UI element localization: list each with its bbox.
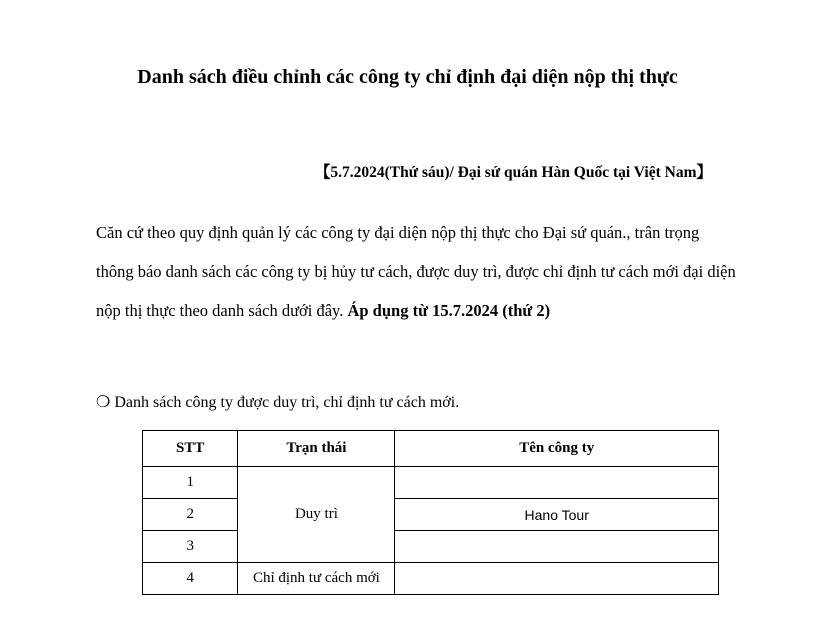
cell-status: Duy trì — [238, 467, 395, 563]
intro-paragraph — [96, 213, 736, 330]
document-title: Danh sách điều chỉnh các công ty chỉ định đại diện nộp thị thực — [137, 66, 678, 88]
cell-stt: 2 — [143, 499, 238, 531]
table-row — [143, 531, 719, 563]
dateline: 【5.7.2024(Thứ sáu)/ Đại sứ quán Hàn Quốc tại Việt Nam】 — [314, 164, 712, 181]
header-stt: STT — [143, 431, 238, 467]
header-company: Tên công ty — [395, 431, 719, 467]
table-row — [143, 499, 719, 531]
table-header-row — [143, 431, 719, 467]
cell-status: Chỉ định tư cách mới — [238, 563, 395, 595]
cell-stt: 3 — [143, 531, 238, 563]
header-status: Trạn thái — [238, 431, 395, 467]
intro-paragraph-text: Căn cứ theo quy định quản lý các công ty đại diện nộp thị thực cho Đại sứ quán., trân trọng thông báo danh sách các công ty bị hủy tư cách, được duy trì, được chỉ định tư cách mới đại diện nộp thị thực theo danh sách dưới đây. — [96, 223, 736, 320]
cell-company — [395, 467, 719, 499]
cell-stt: 1 — [143, 467, 238, 499]
company-table — [142, 430, 719, 595]
effective-date: Áp dụng từ 15.7.2024 (thứ 2) — [347, 301, 551, 320]
cell-stt: 4 — [143, 563, 238, 595]
table-row — [143, 563, 719, 595]
section-heading: ❍ Danh sách công ty được duy trì, chỉ định tư cách mới. — [96, 394, 460, 411]
cell-company — [395, 531, 719, 563]
cell-company: Hano Tour — [395, 499, 719, 531]
cell-company — [395, 563, 719, 595]
table-row — [143, 467, 719, 499]
